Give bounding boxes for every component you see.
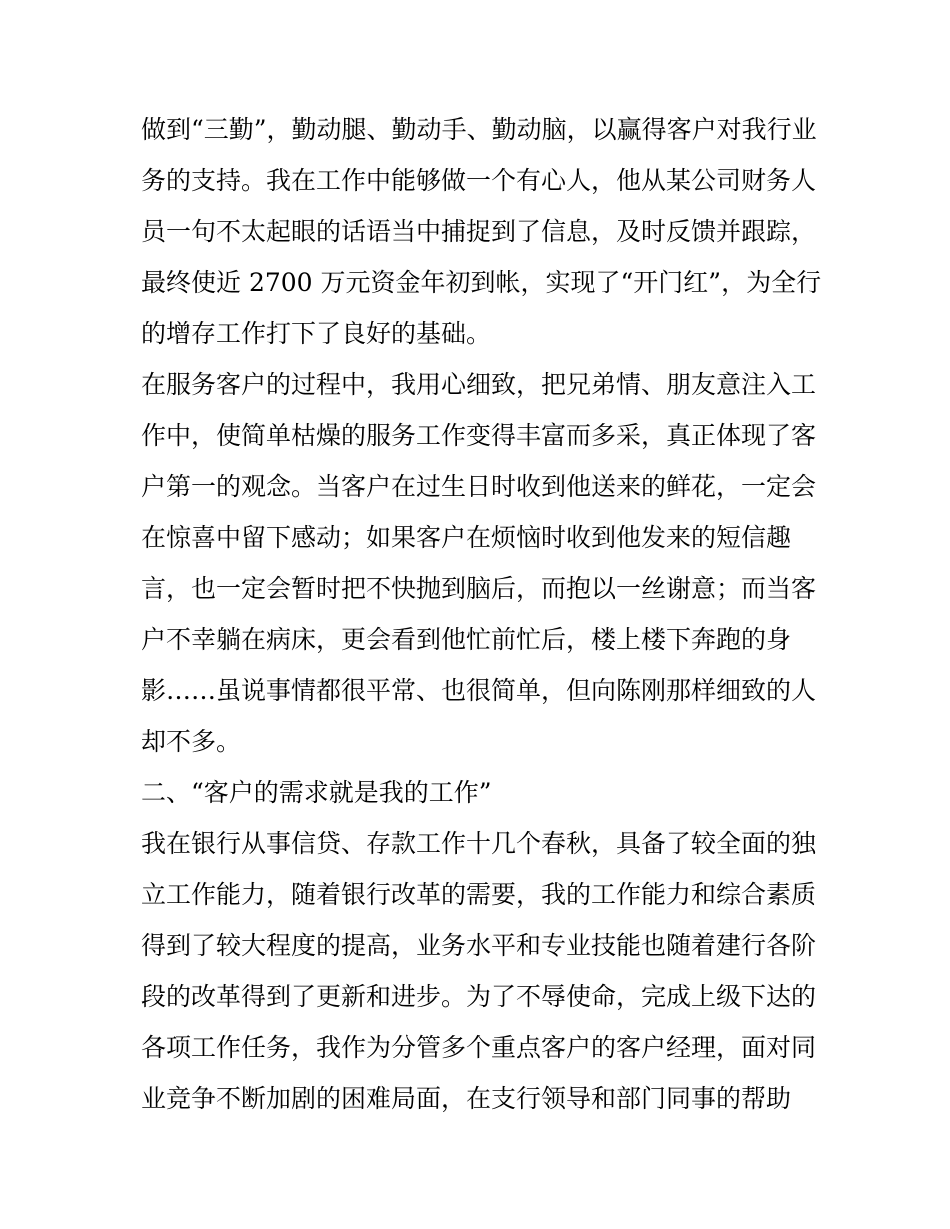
text-line: 却不多。 [141,727,242,756]
text-line: 得到了较大程度的提高，业务水平和专业技能也随着建行各阶 [141,931,817,960]
text-line: 做到“三勤”，勤动腿、勤动手、勤动脑，以赢得客户对我行业 [141,115,817,144]
text-line: 立工作能力，随着银行改革的需要，我的工作能力和综合素质 [141,880,817,909]
text-line: 我在银行从事信贷、存款工作十几个春秋，具备了较全面的独 [141,829,817,858]
section-heading: 二、“客户的需求就是我的工作” [141,778,492,807]
text-line: 业竞争不断加剧的困难局面，在支行领导和部门同事的帮助 [141,1084,792,1113]
text-line: 最终使近 2700 万元资金年初到帐，实现了“开门红”，为全行 [141,268,822,297]
text-line: 务的支持。我在工作中能够做一个有心人，他从某公司财务人 [141,166,817,195]
text-line: 作中，使简单枯燥的服务工作变得丰富而多采，真正体现了客 [141,421,817,450]
text-line: 在惊喜中留下感动；如果客户在烦恼时收到他发来的短信趣 [141,523,792,552]
text-line: 员一句不太起眼的话语当中捕捉到了信息，及时反馈并跟踪， [141,217,817,246]
text-line: 在服务客户的过程中，我用心细致，把兄弟情、朋友意注入工 [141,370,817,399]
text-line: 段的改革得到了更新和进步。为了不辱使命，完成上级下达的 [141,982,817,1011]
text-line: 言，也一定会暂时把不快抛到脑后，而抱以一丝谢意；而当客 [141,574,817,603]
text-line: 的增存工作打下了良好的基础。 [141,319,492,348]
text-line: 户不幸躺在病床，更会看到他忙前忙后，楼上楼下奔跑的身 [141,625,792,654]
text-line: 各项工作任务，我作为分管多个重点客户的客户经理，面对同 [141,1033,817,1062]
document-body [141,104,821,1124]
text-line: 户第一的观念。当客户在过生日时收到他送来的鲜花，一定会 [141,472,817,501]
text-line: 影……虽说事情都很平常、也很简单，但向陈刚那样细致的人 [141,676,817,705]
